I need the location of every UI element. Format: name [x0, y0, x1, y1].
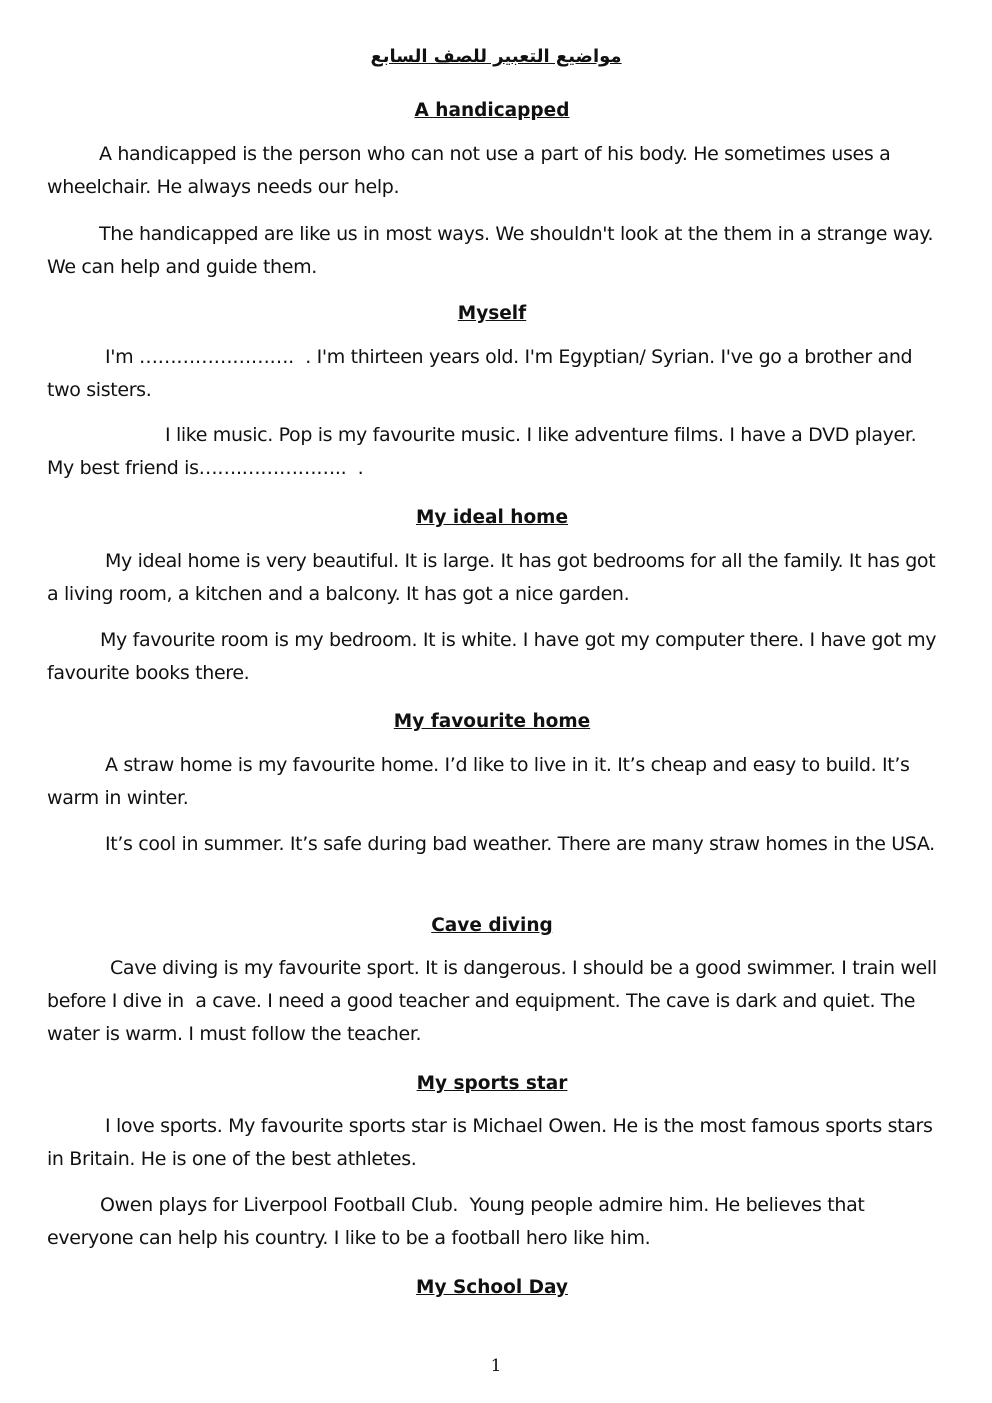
section-handicapped [47, 98, 937, 284]
section-sports-star [47, 1071, 937, 1255]
section-heading: My ideal home [415, 507, 568, 528]
paragraph: The handicapped are like us in most ways. We shouldn't look at the them in a strange way. We can help and guide them. [47, 223, 939, 278]
section-heading: Cave diving [431, 915, 553, 936]
paragraph: My ideal home is very beautiful. It is large. It has got bedrooms for all the family. It has got a living room, a kitchen and a balcony. It has got a nice garden. [47, 550, 947, 605]
section-favourite-home [47, 709, 937, 861]
paragraph: My favourite room is my bedroom. It is white. I have got my computer there. I have got my favourite books there. [47, 629, 942, 684]
paragraph: Owen plays for Liverpool Football Club. Young people admire him. He believes that everyone can help his country. I like to be a football hero like him. [47, 1194, 871, 1249]
paragraph: It’s cool in summer. It’s safe during bad weather. There are many straw homes in the USA. [105, 833, 935, 855]
paragraph: Cave diving is my favourite sport. It is dangerous. I should be a good swimmer. I train well before I dive in a cave. I need a good teacher and equipment. The cave is dark and quiet. The water is warm. I must follow the teacher. [47, 957, 943, 1045]
section-heading: My School Day [416, 1277, 568, 1298]
paragraph: I'm ……………………. . I'm thirteen years old. I'm Egyptian/ Syrian. I've go a brother and two sisters. [47, 346, 918, 401]
section-heading: My sports star [416, 1073, 568, 1094]
page-number: 1 [490, 1356, 502, 1376]
section-school-day [47, 1275, 937, 1301]
page-title: مواضيع التعبير للصف السابع [370, 46, 622, 67]
section-heading: A handicapped [414, 100, 570, 121]
section-cave-diving [47, 913, 943, 1051]
section-ideal-home [47, 505, 947, 690]
paragraph: A handicapped is the person who can not use a part of his body. He sometimes uses a wheelchair. He always needs our help. [47, 143, 897, 198]
section-heading: Myself [457, 303, 527, 324]
section-heading: My favourite home [393, 711, 591, 732]
paragraph: I like music. Pop is my favourite music. I like adventure films. I have a DVD player. My best friend is…….…………….. . [47, 424, 922, 479]
paragraph: A straw home is my favourite home. I’d like to live in it. It’s cheap and easy to build. It’s warm in winter. [47, 754, 916, 809]
paragraph: I love sports. My favourite sports star is Michael Owen. He is the most famous sports stars in Britain. He is one of the best athletes. [47, 1115, 939, 1170]
section-myself [47, 301, 937, 485]
